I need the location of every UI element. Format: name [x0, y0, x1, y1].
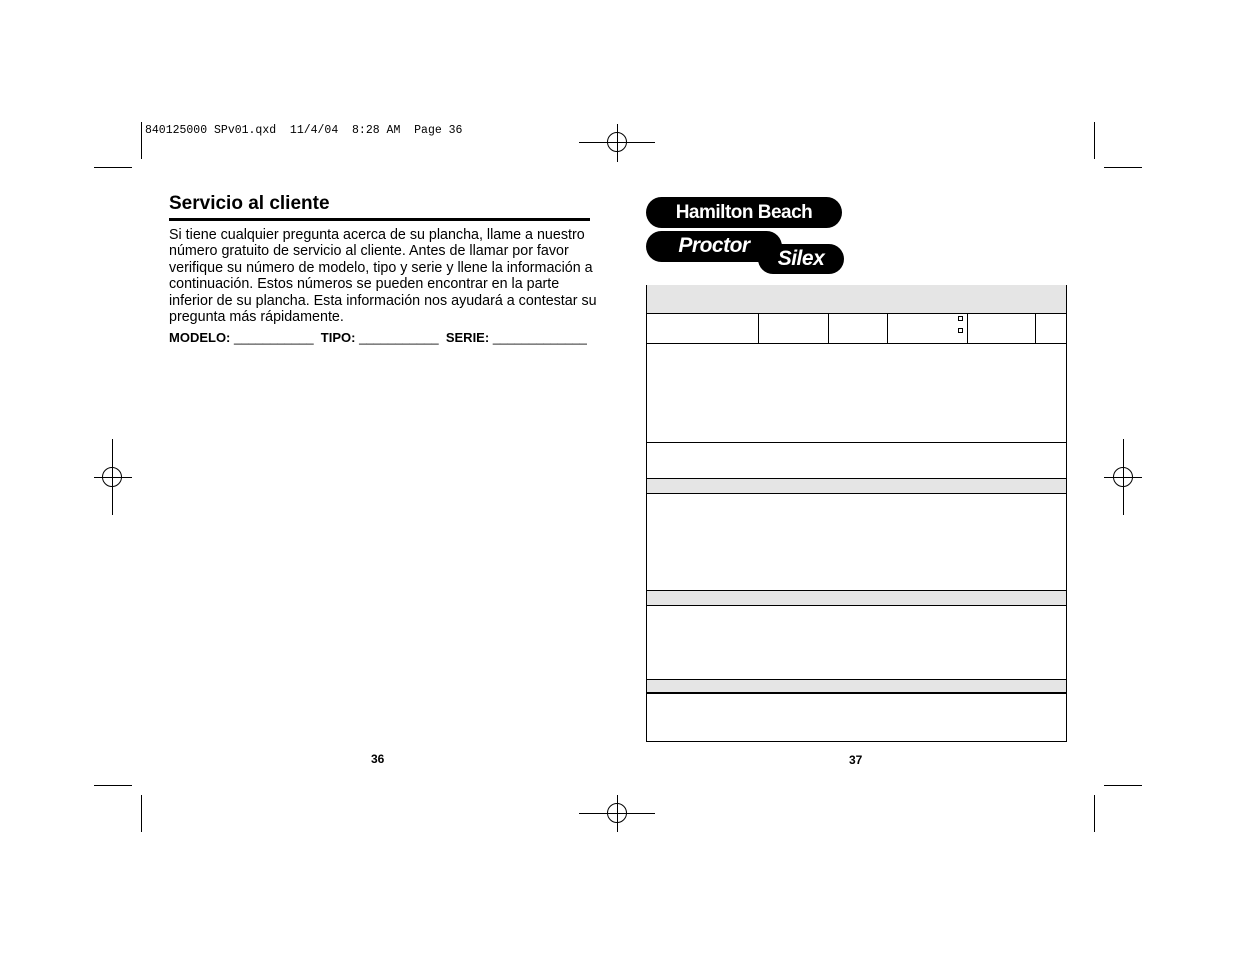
silex-logo: Silex [758, 244, 844, 274]
crop-mark [141, 122, 142, 159]
crop-mark [1104, 785, 1142, 786]
checkbox[interactable] [958, 316, 963, 321]
form-header-band [647, 285, 1066, 314]
field-blank-serie: _____________ [492, 330, 587, 345]
crop-mark [94, 785, 132, 786]
product-info-fields [169, 330, 587, 345]
field-blank-modelo: ___________ [234, 330, 314, 345]
crop-mark [1104, 167, 1142, 168]
page-title: Servicio al cliente [169, 193, 330, 214]
cell-divider [887, 313, 888, 344]
page-number-right: 37 [849, 753, 863, 767]
title-rule [169, 218, 590, 221]
field-label-tipo: TIPO: [320, 330, 356, 345]
form-section-band [647, 478, 1066, 494]
cell-divider [828, 313, 829, 344]
body-text: Si tiene cualquier pregunta acerca de su plancha, llame a nuestro número gratuito de servicio al cliente. Antes de llamar por favor verifique su número de modelo, tipo y serie y llene la información a continuación. Estos números se pueden encontrar en la parte inferior de su plancha. Esta información nos ayudará a contestar su pregunta más rápidamente. [169, 227, 597, 326]
hamilton-beach-logo: Hamilton Beach [646, 197, 842, 228]
crop-mark [94, 167, 132, 168]
cell-divider [967, 313, 968, 344]
crop-mark [1094, 122, 1095, 159]
warranty-form [646, 285, 1067, 742]
cell-divider [758, 313, 759, 344]
printer-slug: 840125000 SPv01.qxd 11/4/04 8:28 AM Page 36 [145, 124, 463, 137]
form-section-band [647, 590, 1066, 606]
crop-mark [1094, 795, 1095, 832]
page-number-left: 36 [371, 752, 385, 766]
form-row-line [647, 442, 1066, 443]
checkbox[interactable] [958, 328, 963, 333]
field-label-modelo: MODELO: [169, 330, 231, 345]
field-blank-tipo: ___________ [359, 330, 439, 345]
cell-divider [1035, 313, 1036, 344]
crop-mark [141, 795, 142, 832]
proctor-logo: Proctor [646, 231, 782, 262]
form-row-line [647, 343, 1066, 344]
field-label-serie: SERIE: [445, 330, 490, 345]
form-section-band [647, 679, 1066, 694]
